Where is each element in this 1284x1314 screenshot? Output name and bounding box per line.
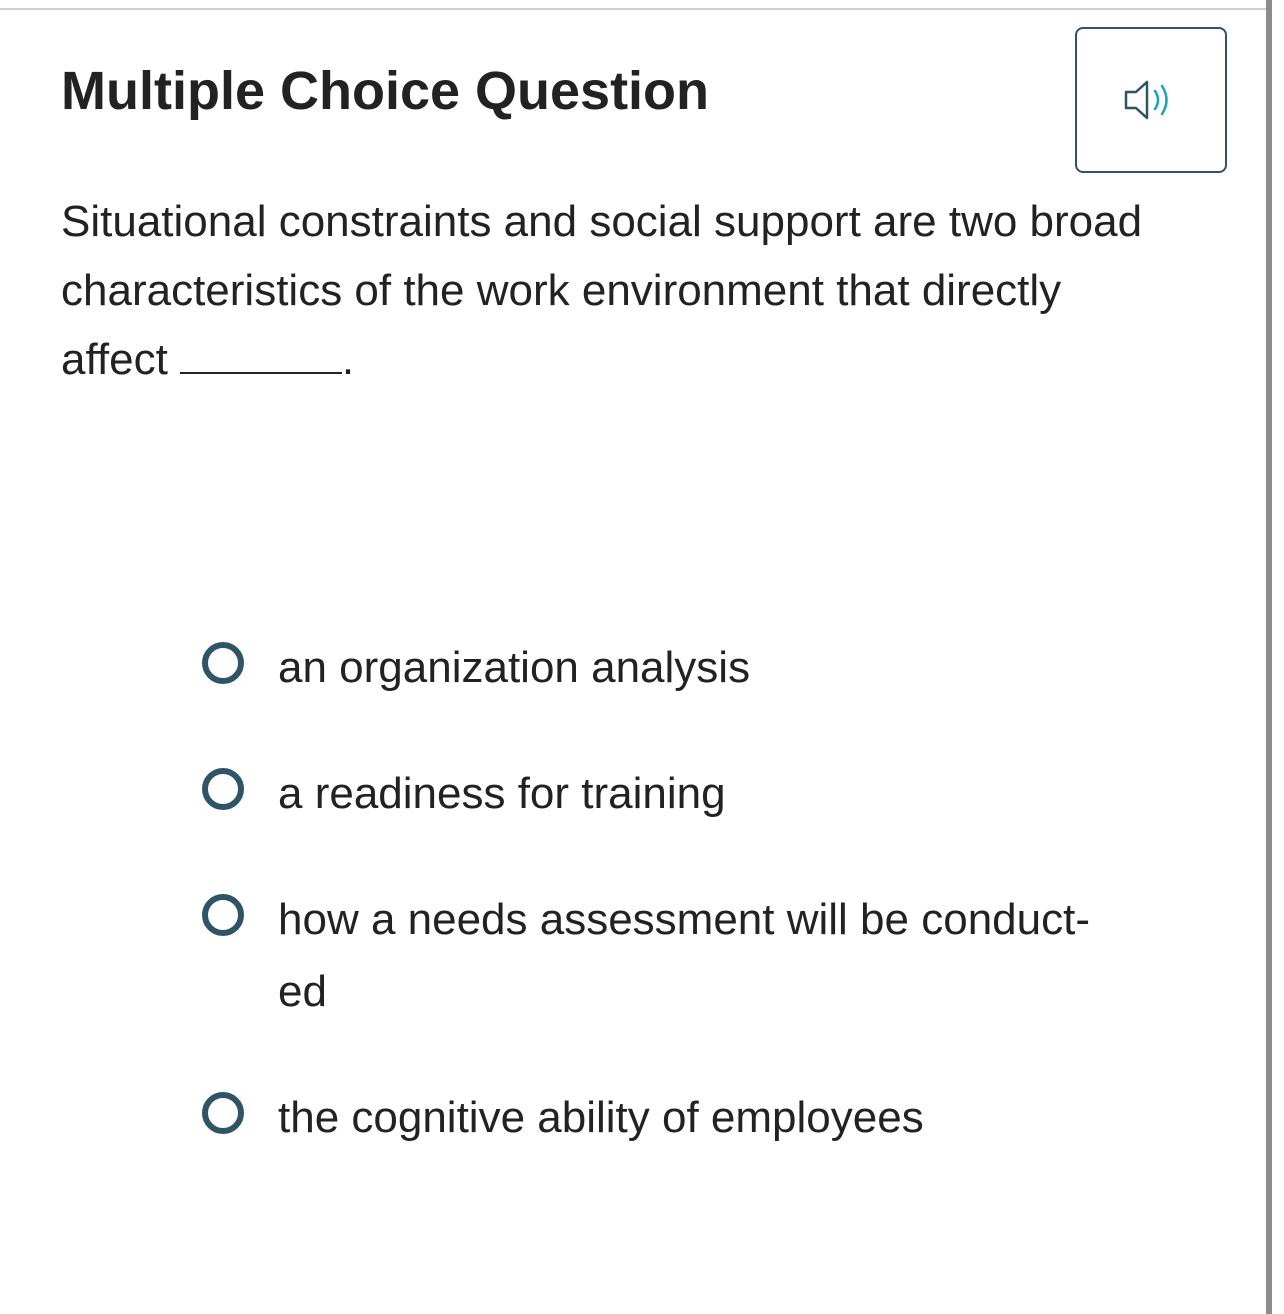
choice-label-line-2: ed [278, 967, 327, 1016]
top-divider [0, 8, 1268, 10]
choice-label: an organization analysis [278, 643, 751, 692]
radio-button[interactable] [202, 642, 244, 684]
prompt-text: Situational constraints and social support are two broad characteristics of the work environment that directly affect [61, 197, 1143, 384]
speaker-icon [1123, 77, 1179, 123]
choice-label [278, 884, 1178, 1028]
choice-label: a readiness for training [278, 769, 726, 818]
read-aloud-button[interactable] [1075, 27, 1227, 173]
answer-blank [180, 328, 342, 374]
radio-button[interactable] [202, 894, 244, 936]
question-heading: Multiple Choice Question [61, 61, 710, 121]
prompt-period: . [341, 335, 355, 384]
radio-button[interactable] [202, 768, 244, 810]
question-prompt [61, 187, 1161, 394]
scrollbar-edge [1266, 0, 1272, 1314]
radio-button[interactable] [202, 1092, 244, 1134]
choice-label: the cognitive ability of employees [278, 1093, 924, 1142]
choice-label-line-1: how a needs assessment will be conduct- [278, 895, 1090, 944]
